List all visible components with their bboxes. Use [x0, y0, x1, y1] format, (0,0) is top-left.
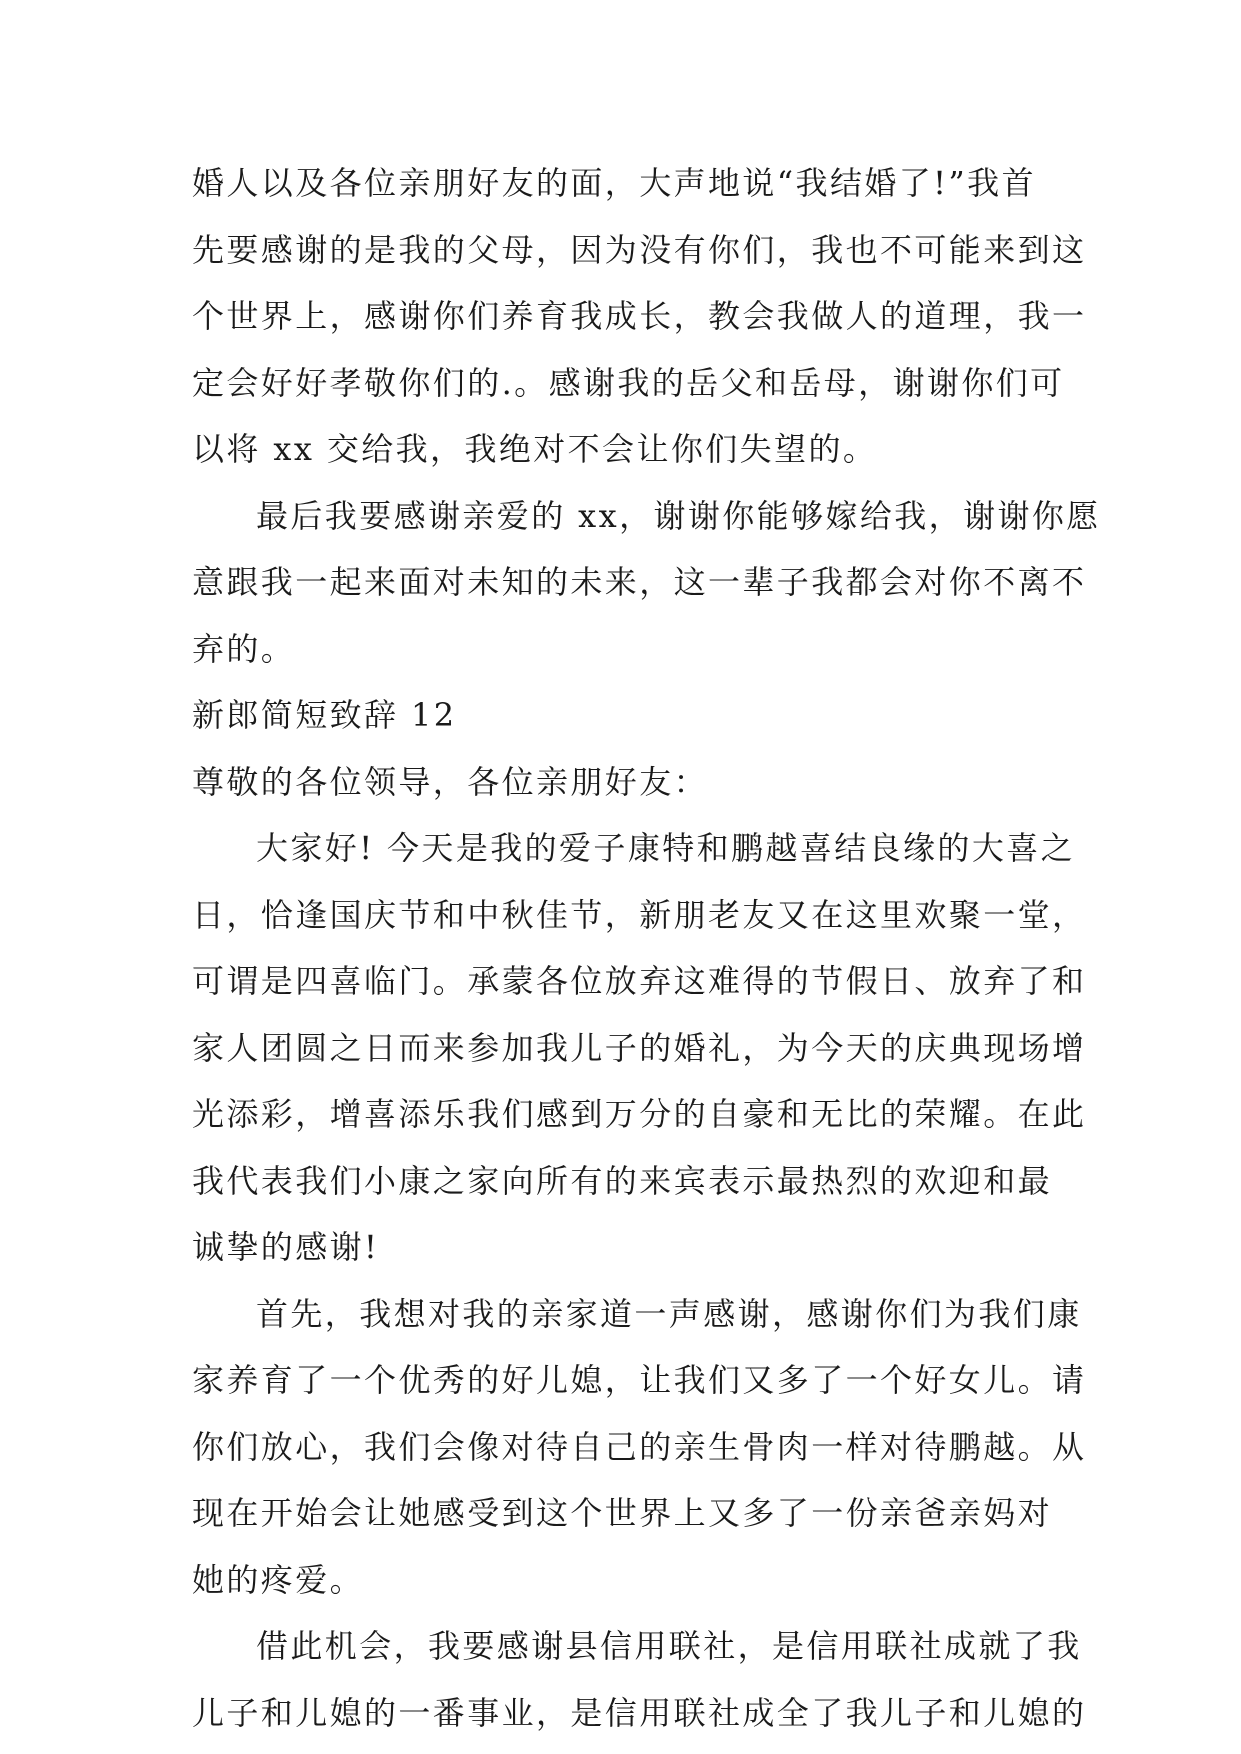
text-line: 光添彩，增喜添乐我们感到万分的自豪和无比的荣耀。在此	[192, 1095, 1087, 1133]
text-line: 弃的。	[192, 629, 296, 668]
text-line: 现在开始会让她感受到这个世界上又多了一份亲爸亲妈对	[192, 1494, 1053, 1532]
text-line: 家养育了一个优秀的好儿媳，让我们又多了一个好女儿。请	[192, 1361, 1087, 1399]
text-line: 先要感谢的是我的父母，因为没有你们，我也不可能来到这	[192, 230, 1087, 269]
text-line: 意跟我一起来面对未知的未来，这一辈子我都会对你不离不	[192, 563, 1087, 601]
text-line: 我代表我们小康之家向所有的来宾表示最热烈的欢迎和最	[192, 1161, 1053, 1200]
document-body	[192, 150, 1101, 1746]
text-line: 你们放心，我们会像对待自己的亲生骨肉一样对待鹏越。从	[192, 1427, 1087, 1466]
text-line: 定会好好孝敬你们的.。感谢我的岳父和岳母，谢谢你们可	[192, 363, 1065, 402]
text-line: 家人团圆之日而来参加我儿子的婚礼，为今天的庆典现场增	[192, 1028, 1087, 1067]
section-heading: 新郎简短致辞 12	[192, 696, 457, 734]
text-line: 诚挚的感谢!	[192, 1228, 380, 1266]
text-line: 日，恰逢国庆节和中秋佳节，新朋老友又在这里欢聚一堂，	[192, 895, 1087, 934]
paragraph-first-line: 首先，我想对我的亲家道一声感谢，感谢你们为我们康	[256, 1294, 1082, 1333]
paragraph-first-line: 借此机会，我要感谢县信用联社，是信用联社成就了我	[256, 1627, 1082, 1665]
salutation: 尊敬的各位领导，各位亲朋好友：	[192, 762, 709, 801]
text-line: 她的疼爱。	[192, 1560, 365, 1599]
text-line: 以将 xx 交给我，我绝对不会让你们失望的。	[192, 430, 878, 468]
paragraph-first-line: 大家好! 今天是我的爱子康特和鹏越喜结良缘的大喜之	[256, 829, 1076, 867]
text-line: 个世界上，感谢你们养育我成长，教会我做人的道理，我一	[192, 297, 1087, 335]
text-line: 儿子和儿媳的一番事业，是信用联社成全了我儿子和儿媳的	[192, 1693, 1087, 1732]
text-line: 可谓是四喜临门。承蒙各位放弃这难得的节假日、放弃了和	[192, 962, 1087, 1000]
paragraph-first-line: 最后我要感谢亲爱的 xx，谢谢你能够嫁给我，谢谢你愿	[256, 496, 1101, 535]
text-line: 婚人以及各位亲朋好友的面，大声地说“我结婚了!”我首	[192, 164, 1036, 202]
